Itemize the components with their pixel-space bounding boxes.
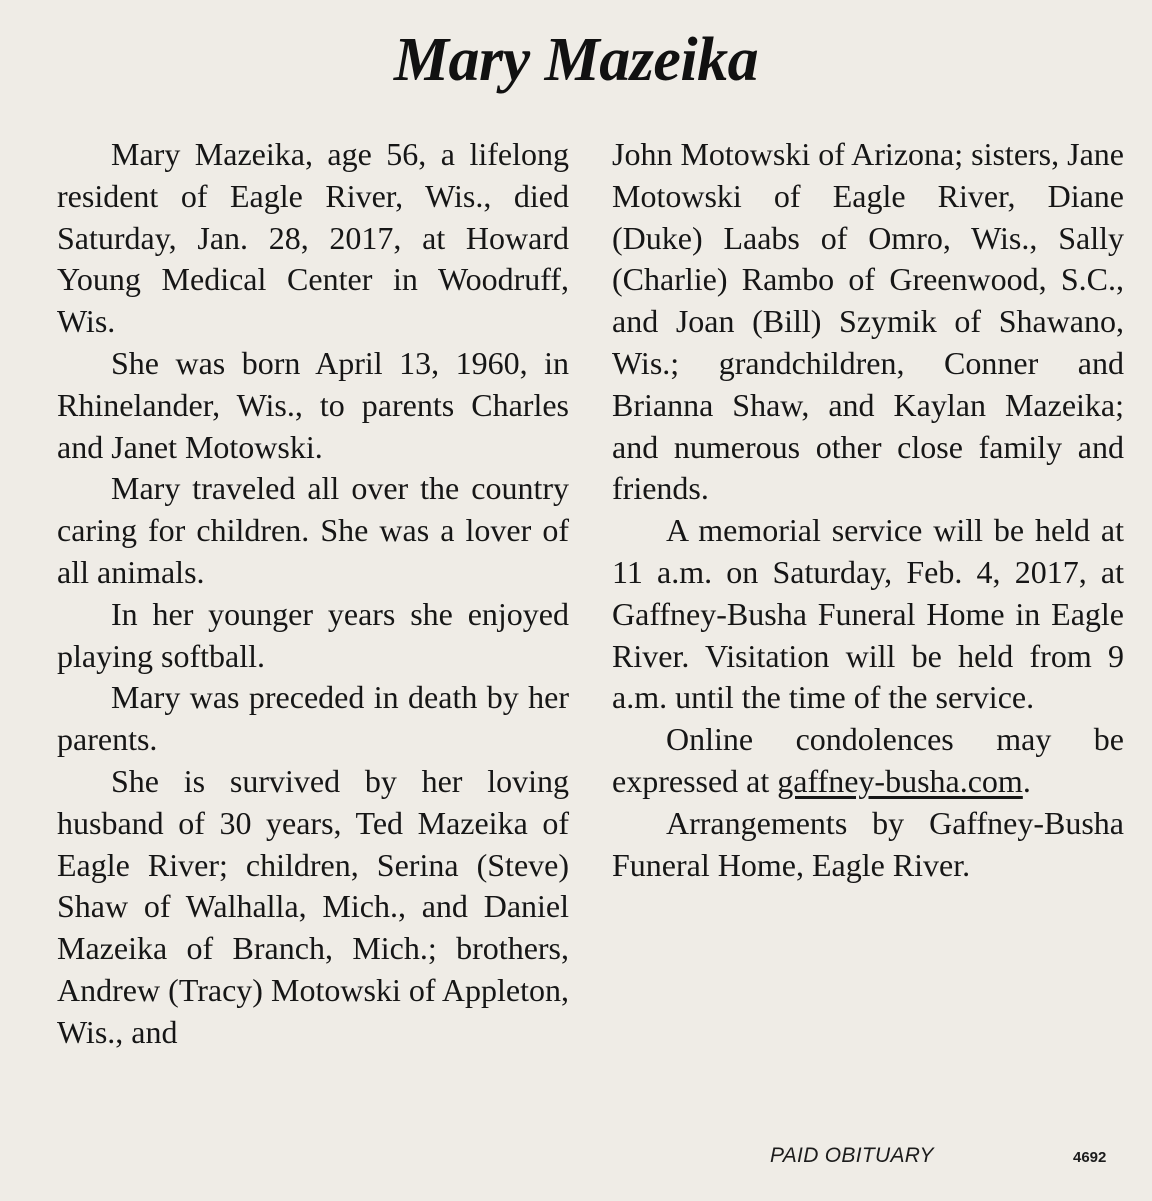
paragraph-survivors: She is survived by her loving husband of 30 years, Ted Mazeika of Eagle River; children, Serina (Steve) Shaw of Walhalla, Mich., and Daniel Mazeika of Branch, Mich.; brothers, Andrew (Tracy) Motowski of Appleton, Wis., and [57, 762, 569, 1050]
paragraph-arrangements: Arrangements by Gaffney-Busha Funeral Home, Eagle River. [612, 804, 1124, 883]
condolences-text: Online condolences may be expressed at [612, 721, 1124, 799]
funeral-home-website-link[interactable]: gaffney-busha.com [777, 762, 1023, 799]
obituary-title: Mary Mazeika [393, 26, 759, 94]
paid-obituary-label: PAID OBITUARY [770, 1144, 934, 1167]
paragraph-travels: Mary traveled all over the country caring for children. She was a lover of all animals. [57, 470, 569, 590]
paragraph-survivors-continued: John Motowski of Arizona; sisters, Jane Motowski of Eagle River, Diane (Duke) Laabs of Omro, Wis., Sally (Charlie) Rambo of Greenwood, S.C., and Joan (Bill) Szymik of Shawano, Wis.; grandchildren, Conner and Brianna Shaw, and Kaylan Mazeika; and numerous other close family and friends. [612, 136, 1124, 507]
paragraph-death-notice: Mary Mazeika, age 56, a lifelong resident of Eagle River, Wis., died Saturday, Jan. 28, 2017, at Howard Young Medical Center in Woodruff, Wis. [57, 136, 569, 340]
ad-number: 4692 [1073, 1149, 1107, 1166]
right-column [612, 134, 1124, 886]
paragraph-birth: She was born April 13, 1960, in Rhinelander, Wis., to parents Charles and Janet Motowski. [57, 344, 569, 465]
condolences-period: . [1022, 762, 1031, 799]
paragraph-memorial-service: A memorial service will be held at 11 a.m. on Saturday, Feb. 4, 2017, at Gaffney-Busha Funeral Home in Eagle River. Visitation will be held from 9 a.m. until the time of the service. [612, 512, 1124, 716]
paragraph-condolences [612, 719, 1124, 803]
paragraph-preceded: Mary was preceded in death by her parents. [57, 679, 569, 758]
left-column [57, 134, 569, 1054]
paragraph-softball: In her younger years she enjoyed playing softball. [57, 595, 569, 674]
